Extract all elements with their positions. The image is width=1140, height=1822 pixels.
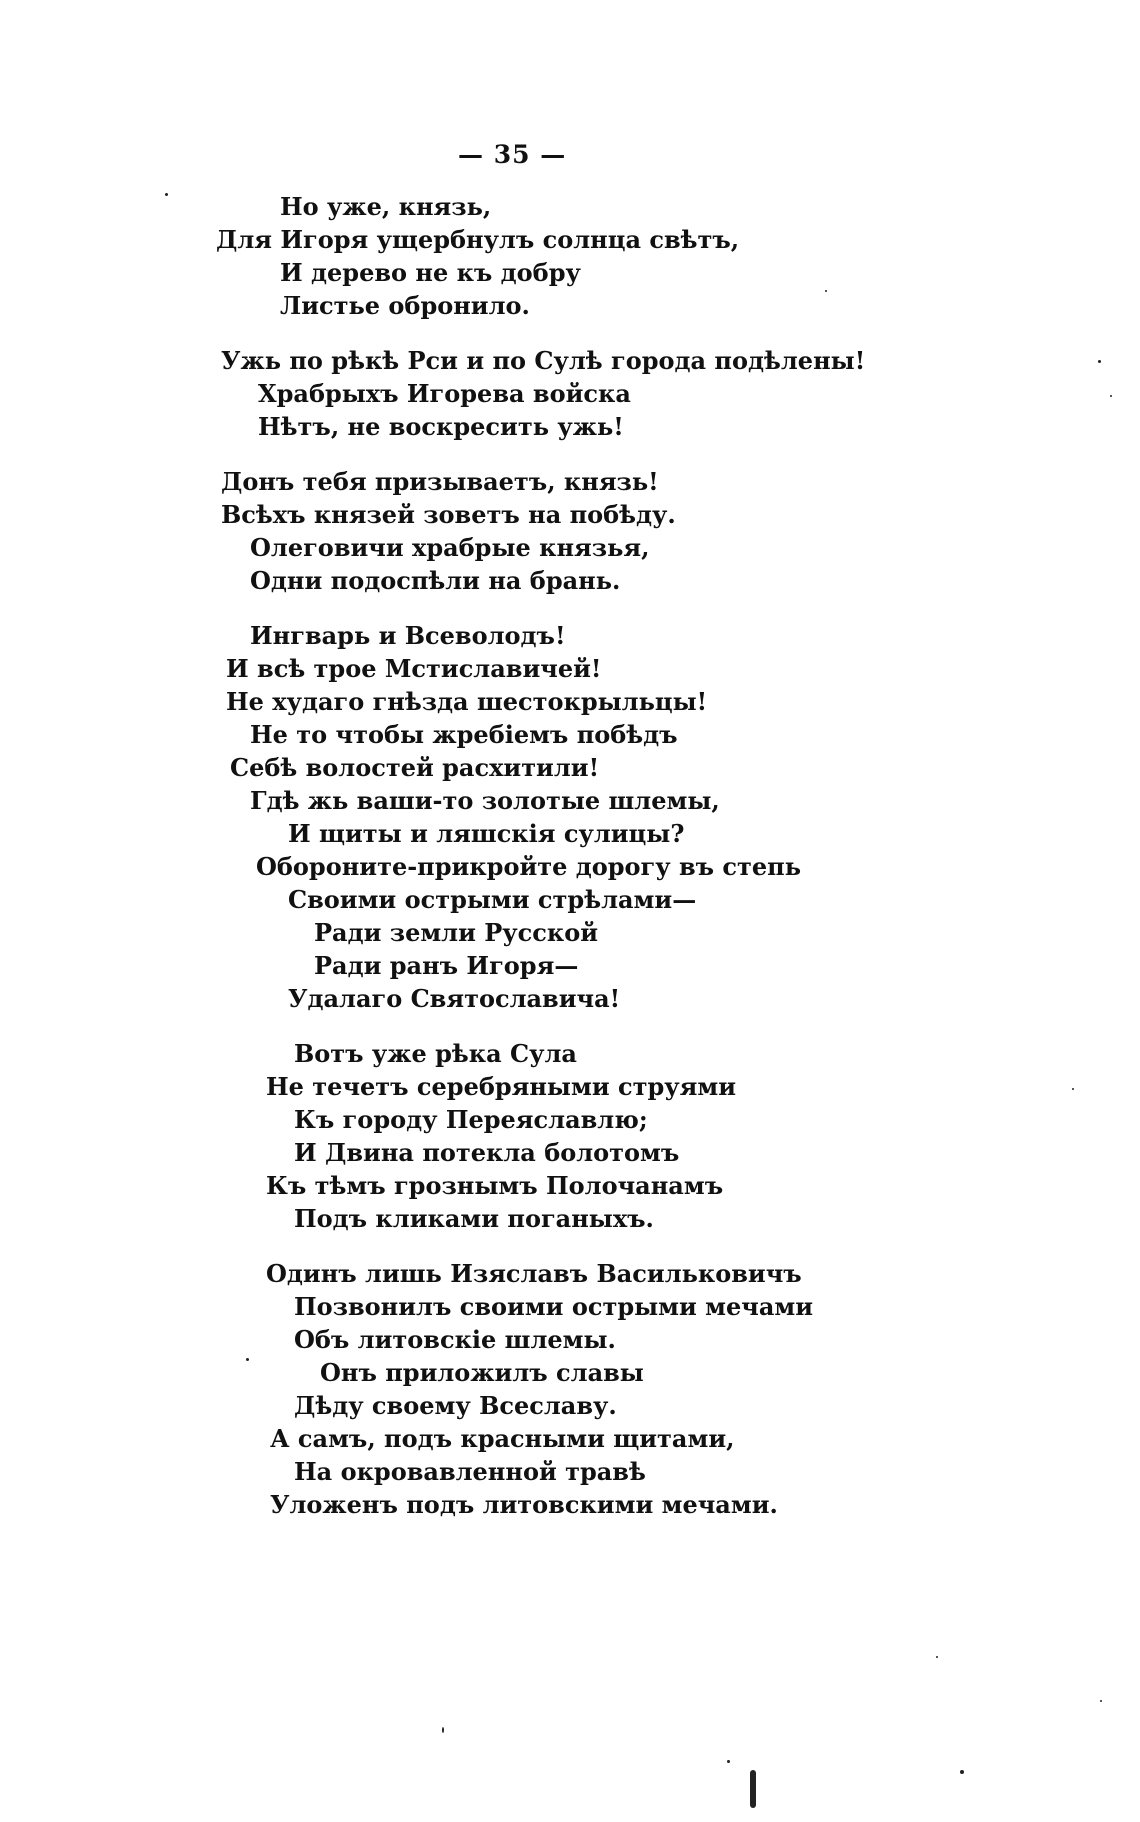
poem-line: Олеговичи храбрые князья, bbox=[250, 533, 650, 562]
poem-line: Гдѣ жь ваши-то золотые шлемы, bbox=[250, 786, 720, 815]
scan-speck bbox=[165, 193, 168, 196]
poem-line: Позвонилъ своими острыми мечами bbox=[294, 1292, 814, 1321]
poem-line: Ингварь и Всеволодъ! bbox=[250, 621, 566, 650]
poem-line: Ради ранъ Игоря— bbox=[314, 951, 579, 980]
poem-line: Къ городу Переяславлю; bbox=[294, 1105, 648, 1134]
poem-line: Объ литовскіе шлемы. bbox=[294, 1325, 616, 1354]
poem-line: И дерево не къ добру bbox=[280, 258, 581, 287]
poem-line: Онъ приложилъ славы bbox=[320, 1358, 644, 1387]
poem-line: Одни подоспѣли на брань. bbox=[250, 566, 621, 595]
poem-line: Дѣду своему Всеславу. bbox=[294, 1391, 617, 1420]
scan-speck bbox=[442, 1727, 444, 1733]
poem-line: Донъ тебя призываетъ, князь! bbox=[221, 467, 659, 496]
poem-line: Одинъ лишь Изяславъ Васильковичъ bbox=[266, 1259, 802, 1288]
scan-speck bbox=[750, 1770, 756, 1808]
stanza bbox=[216, 190, 1096, 322]
poem-text bbox=[216, 190, 1096, 1543]
stanza bbox=[216, 1037, 1096, 1235]
poem-line: Не то чтобы жребіемъ побѣдъ bbox=[250, 720, 678, 749]
poem-line: И щиты и ляшскія сулицы? bbox=[288, 819, 685, 848]
poem-line: И всѣ трое Мстиславичей! bbox=[226, 654, 602, 683]
scan-speck bbox=[1072, 1088, 1074, 1090]
poem-line: Нѣтъ, не воскресить ужь! bbox=[258, 412, 624, 441]
poem-line: А самъ, подъ красными щитами, bbox=[270, 1424, 735, 1453]
poem-line: Своими острыми стрѣлами— bbox=[288, 885, 697, 914]
poem-line: Оборонитe-прикройте дорогу въ степь bbox=[256, 852, 802, 881]
poem-line: Не худаго гнѣзда шестокрыльцы! bbox=[226, 687, 708, 716]
scan-speck bbox=[825, 290, 827, 292]
scan-speck bbox=[727, 1760, 730, 1763]
poem-line: Ради земли Русской bbox=[314, 918, 599, 947]
poem-line: Себѣ волостей расхитили! bbox=[230, 753, 600, 782]
poem-line: Для Игоря ущербнулъ солнца свѣтъ, bbox=[216, 225, 740, 254]
scan-speck bbox=[1100, 1700, 1102, 1702]
scan-speck bbox=[960, 1770, 964, 1774]
page-number: — 35 — bbox=[458, 140, 567, 169]
poem-line: На окровавленной травѣ bbox=[294, 1457, 646, 1486]
poem-line: Къ тѣмъ грознымъ Полочанамъ bbox=[266, 1171, 724, 1200]
poem-line: Но уже, князь, bbox=[280, 192, 492, 221]
stanza bbox=[216, 619, 1096, 1015]
scan-speck bbox=[1098, 360, 1101, 363]
poem-line: Ужь по рѣкѣ Рси и по Сулѣ города подѣлены! bbox=[221, 346, 866, 375]
poem-line: Храбрыхъ Игорева войска bbox=[258, 379, 631, 408]
poem-line: И Двина потекла болотомъ bbox=[294, 1138, 680, 1167]
poem-line: Всѣхъ князей зоветъ на побѣду. bbox=[221, 500, 676, 529]
stanza bbox=[216, 1257, 1096, 1521]
poem-line: Удалаго Святославича! bbox=[288, 984, 621, 1013]
poem-line: Не течетъ серебряными струями bbox=[266, 1072, 737, 1101]
scan-speck bbox=[246, 1358, 249, 1361]
stanza bbox=[216, 465, 1096, 597]
stanza bbox=[216, 344, 1096, 443]
poem-line: Подъ кликами поганыхъ. bbox=[294, 1204, 654, 1233]
scan-speck bbox=[1110, 395, 1112, 397]
poem-line: Листье обронило. bbox=[280, 291, 530, 320]
scan-speck bbox=[936, 1656, 938, 1658]
poem-line: Вотъ уже рѣка Сула bbox=[294, 1039, 577, 1068]
poem-line: Уложенъ подъ литовскими мечами. bbox=[270, 1490, 778, 1519]
